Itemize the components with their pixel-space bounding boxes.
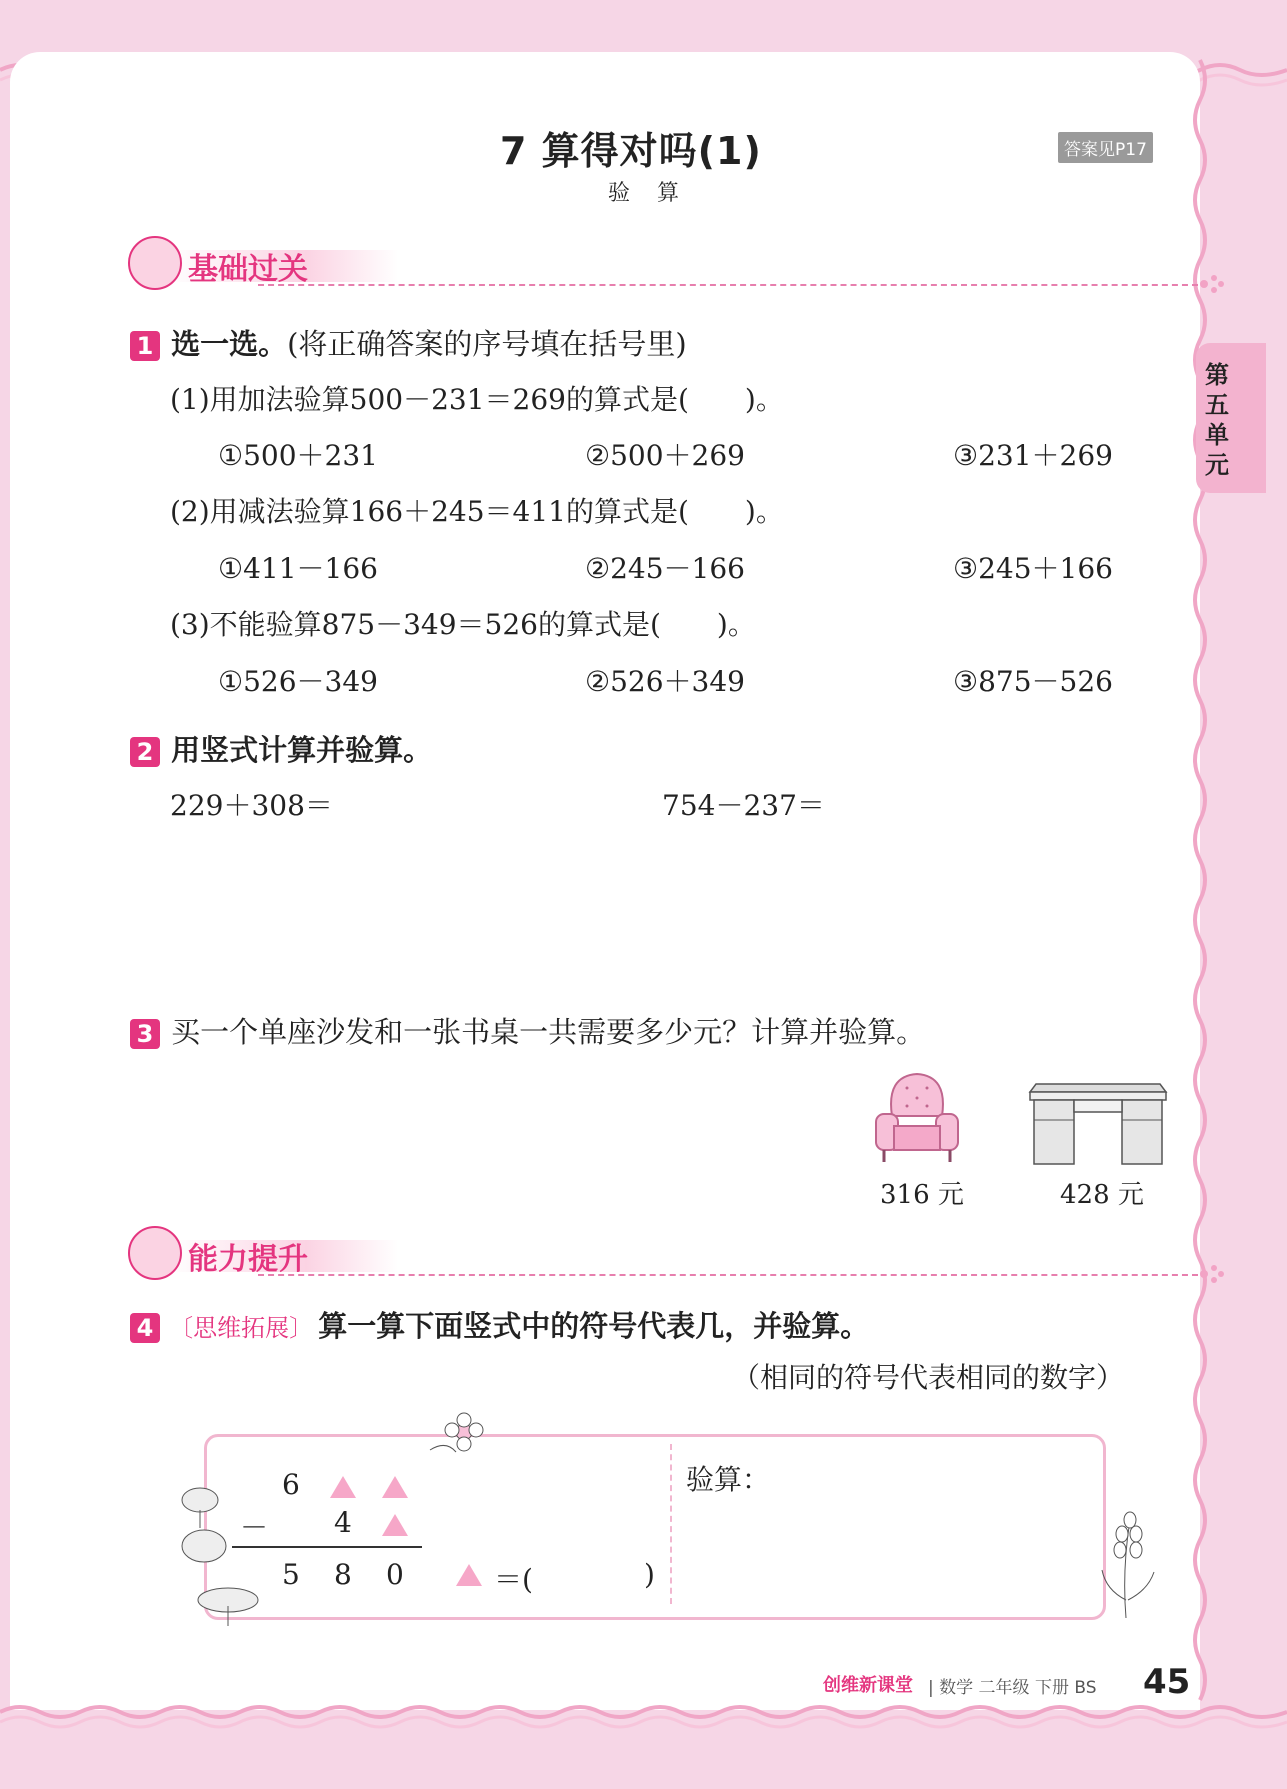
bottom-wavy-border <box>0 1690 1287 1789</box>
puzzle-answer-label: ＝( <box>494 1563 533 1596</box>
q1-item-2-option-1: ①411－166 <box>218 552 378 585</box>
puzzle-result-digit-1: 5 <box>282 1558 300 1591</box>
q1-item-2-option-2: ②245－166 <box>585 552 745 585</box>
q2-expression-2: 754－237＝ <box>662 789 825 822</box>
check-label: 验算： <box>686 1463 771 1496</box>
q1-item-3-option-1: ①526－349 <box>218 665 378 698</box>
q2-expression-1: 229＋308＝ <box>170 789 333 822</box>
cartoon-face-icon <box>128 1226 182 1280</box>
puzzle-row2-digit: 4 <box>334 1506 352 1539</box>
question-2-prompt: 用竖式计算并验算。 <box>171 733 433 767</box>
q1-item-1-option-3: ③231＋269 <box>953 439 1113 472</box>
page-title: 7 算得对吗(1) <box>500 129 762 173</box>
question-2-heading <box>130 728 432 769</box>
question-3-heading <box>130 1010 925 1051</box>
q1-item-1-option-1: ①500＋231 <box>218 439 378 472</box>
question-number-3: 3 <box>130 1019 160 1049</box>
decorative-dots-icon <box>1200 274 1224 294</box>
q1-item-2-option-3: ③245＋166 <box>953 552 1113 585</box>
decorative-dots-icon <box>1200 1264 1224 1284</box>
mushroom-decoration-icon <box>170 1480 262 1630</box>
puzzle-operator: － <box>240 1511 269 1544</box>
cartoon-face-icon <box>128 236 182 290</box>
question-1-prompt: 选一选。 <box>171 327 288 361</box>
q1-item-1-stem: (1)用加法验算500－231＝269的算式是( )。 <box>170 383 784 416</box>
answer-reference-badge: 答案见P17 <box>1058 132 1153 163</box>
question-1-note: (将正确答案的序号填在括号里) <box>287 327 687 361</box>
q1-item-1-option-2: ②500＋269 <box>585 439 745 472</box>
section-dashed-divider <box>258 284 1198 286</box>
question-3-prompt: 买一个单座沙发和一张书桌一共需要多少元？计算并验算。 <box>171 1015 926 1049</box>
section-header-advanced <box>128 1226 1188 1286</box>
question-1-heading <box>130 322 687 363</box>
triangle-symbol <box>330 1476 356 1498</box>
q1-item-2-stem: (2)用减法验算166＋245＝411的算式是( )。 <box>170 495 784 528</box>
q1-item-3-option-3: ③875－526 <box>953 665 1113 698</box>
q1-item-3-option-2: ②526＋349 <box>585 665 745 698</box>
puzzle-row1-digit: 6 <box>282 1468 300 1501</box>
question-number-1: 1 <box>130 331 160 361</box>
question-4-heading <box>130 1304 869 1345</box>
puzzle-box-divider <box>670 1444 672 1604</box>
puzzle-sum-line <box>232 1546 422 1548</box>
desk-price: 428 元 <box>1060 1180 1144 1210</box>
section-title-advanced: 能力提升 <box>188 1242 308 1277</box>
section-header-basic <box>128 236 1188 296</box>
triangle-symbol <box>382 1514 408 1536</box>
footer-brand: 创维新课堂 <box>823 1675 913 1696</box>
question-number-4: 4 <box>130 1313 160 1343</box>
armchair-image <box>872 1066 962 1170</box>
sofa-price: 316 元 <box>880 1180 964 1210</box>
question-4-prompt: 算一算下面竖式中的符号代表几，并验算。 <box>318 1309 870 1343</box>
triangle-symbol <box>456 1564 482 1586</box>
puzzle-result-digit-3: 0 <box>386 1558 404 1591</box>
q1-item-3-stem: (3)不能验算875－349＝526的算式是( )。 <box>170 608 756 641</box>
page-subtitle: 验 算 <box>608 181 689 206</box>
puzzle-answer-close: ) <box>644 1558 655 1591</box>
flower-decoration-icon <box>426 1410 502 1460</box>
page-number: 45 <box>1143 1662 1191 1702</box>
lavender-decoration-icon <box>1096 1500 1166 1620</box>
question-4-note: （相同的符号代表相同的数字） <box>732 1361 1125 1394</box>
section-title-basic: 基础过关 <box>188 252 308 287</box>
section-dashed-divider <box>258 1274 1198 1276</box>
question-4-tag: 〔思维拓展〕 <box>169 1314 314 1342</box>
triangle-symbol <box>382 1476 408 1498</box>
desk-image <box>1026 1080 1170 1170</box>
question-number-2: 2 <box>130 737 160 767</box>
unit-side-tab-label: 第五单元 <box>1205 361 1229 479</box>
footer-info: | 数学 二年级 下册 BS <box>928 1678 1097 1698</box>
puzzle-result-digit-2: 8 <box>334 1558 352 1591</box>
